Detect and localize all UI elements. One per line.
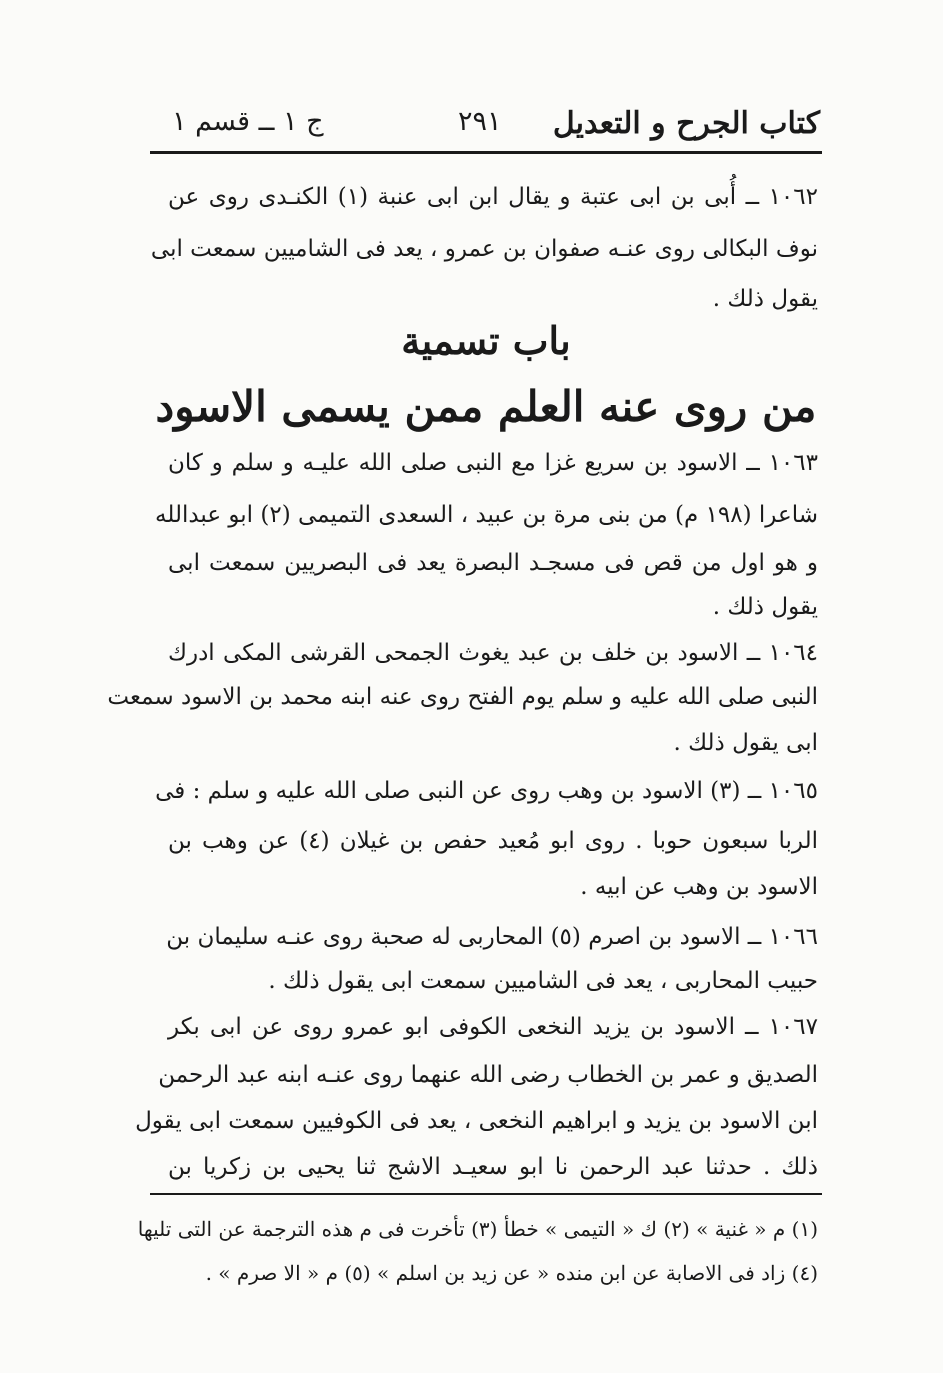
section-heading: باب تسمية [401, 318, 571, 363]
text-line: ابى يقول ذلك . [673, 730, 818, 756]
text-line: و هو اول من قص فى مسجـد البصرة يعد فى البصريين سمعت ابى [168, 550, 818, 576]
page-number: ٢٩١ [458, 106, 502, 137]
text-line: ابن الاسود بن يزيد و ابراهيم النخعى ، يعد فى الكوفيين سمعت ابى يقول [135, 1108, 818, 1134]
text-line: نوف البكالى روى عنـه صفوان بن عمرو ، يعد فى الشاميين سمعت ابى [150, 236, 818, 262]
text-line: ١٠٦٢ ــ أُبى بن ابى عتبة و يقال ابن ابى عنبة (١) الكنـدى روى عن [168, 184, 818, 210]
text-line: شاعرا (١٩٨ م) من بنى مرة بن عبيد ، السعدى التميمى (٢) ابو عبدالله [155, 502, 818, 528]
footnote-line: (١) م « غنية » (٢) ك « التيمى » خطأ (٣) تأخرت فى م هذه الترجمة عن التى تليها [137, 1217, 818, 1241]
footnote-divider [150, 1193, 822, 1195]
text-line: ١٠٦٤ ــ الاسود بن خلف بن عبد يغوث الجمحى القرشى المكى ادرك [168, 640, 819, 666]
section-heading-subtitle: من روى عنه العلم ممن يسمى الاسود [155, 382, 817, 431]
text-line: ذلك . حدثنا عبد الرحمن نا ابو سعيـد الاشج ثنا يحيى بن زكريا بن [168, 1154, 818, 1180]
page-header [150, 98, 822, 154]
text-line: الصديق و عمر بن الخطاب رضى الله عنهما روى عنـه ابنه عبد الرحمن [158, 1062, 818, 1088]
text-line: يقول ذلك . [712, 594, 818, 620]
volume-label: ج ١ ــ قسم ١ [172, 106, 324, 137]
text-line: النبى صلى الله عليه و سلم يوم الفتح روى عنه ابنه محمد بن الاسود سمعت [107, 684, 818, 710]
text-line: ١٠٦٦ ــ الاسود بن اصرم (٥) المحاربى له صحبة روى عنـه سليمان بن [166, 924, 818, 950]
text-line: الربا سبعون حوبا . روى ابو مُعيد حفص بن غيلان (٤) عن وهب بن [168, 828, 818, 854]
text-line: يقول ذلك . [712, 286, 818, 312]
footnote-line: (٤) زاد فى الاصابة عن ابن منده « عن زيد بن اسلم » (٥) م « الا صرم » . [205, 1261, 818, 1285]
text-line: الاسود بن وهب عن ابيه . [580, 874, 818, 900]
text-line: ١٠٦٣ ــ الاسود بن سريع غزا مع النبى صلى الله عليـه و سلم و كان [168, 450, 818, 476]
text-line: ١٠٦٧ ــ الاسود بن يزيد النخعى الكوفى ابو عمرو روى عن ابى بكر [168, 1014, 818, 1040]
text-line: ١٠٦٥ ــ (٣) الاسود بن وهب روى عن النبى صلى الله عليه و سلم : فى [155, 778, 818, 804]
text-line: حبيب المحاربى ، يعد فى الشاميين سمعت ابى يقول ذلك . [268, 968, 818, 994]
book-title: كتاب الجرح و التعديل [552, 106, 820, 141]
